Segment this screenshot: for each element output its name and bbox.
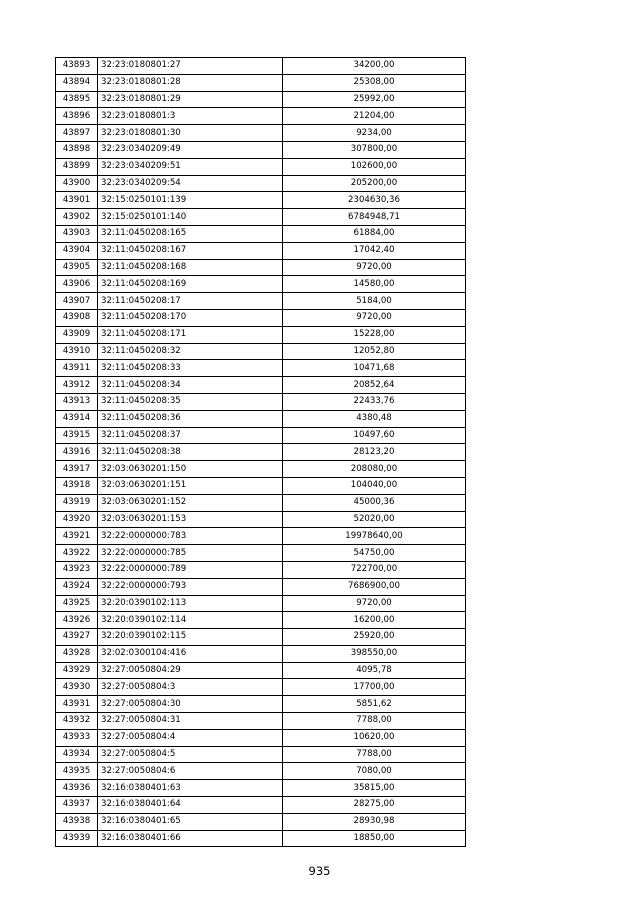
table-row xyxy=(56,276,466,293)
row-number-cell: 43899 xyxy=(56,158,98,175)
row-number-cell: 43898 xyxy=(56,141,98,158)
cadastral-number-cell: 32:11:0450208:37 xyxy=(98,427,283,444)
row-number-cell: 43928 xyxy=(56,645,98,662)
table-row xyxy=(56,595,466,612)
row-number-cell: 43936 xyxy=(56,780,98,797)
table-row xyxy=(56,259,466,276)
table-row xyxy=(56,729,466,746)
value-cell: 6784948,71 xyxy=(283,209,466,226)
value-cell: 7080,00 xyxy=(283,763,466,780)
table-row xyxy=(56,377,466,394)
table-row xyxy=(56,763,466,780)
cadastral-number-cell: 32:03:0630201:153 xyxy=(98,511,283,528)
value-cell: 15228,00 xyxy=(283,326,466,343)
value-cell: 307800,00 xyxy=(283,141,466,158)
row-number-cell: 43894 xyxy=(56,74,98,91)
value-cell: 7788,00 xyxy=(283,713,466,730)
table-row xyxy=(56,696,466,713)
table-row xyxy=(56,309,466,326)
cadastral-number-cell: 32:23:0180801:30 xyxy=(98,125,283,142)
cadastral-number-cell: 32:11:0450208:169 xyxy=(98,276,283,293)
value-cell: 61884,00 xyxy=(283,225,466,242)
table-row xyxy=(56,108,466,125)
value-cell: 10497,60 xyxy=(283,427,466,444)
value-cell: 9234,00 xyxy=(283,125,466,142)
table-row xyxy=(56,410,466,427)
cadastral-number-cell: 32:16:0380401:66 xyxy=(98,830,283,847)
value-cell: 9720,00 xyxy=(283,595,466,612)
row-number-cell: 43917 xyxy=(56,461,98,478)
value-cell: 19978640,00 xyxy=(283,528,466,545)
cadastral-number-cell: 32:11:0450208:168 xyxy=(98,259,283,276)
table-row xyxy=(56,746,466,763)
value-cell: 22433,76 xyxy=(283,393,466,410)
row-number-cell: 43916 xyxy=(56,444,98,461)
cadastral-number-cell: 32:27:0050804:6 xyxy=(98,763,283,780)
value-cell: 5184,00 xyxy=(283,293,466,310)
cadastral-number-cell: 32:23:0180801:28 xyxy=(98,74,283,91)
table-row xyxy=(56,528,466,545)
row-number-cell: 43925 xyxy=(56,595,98,612)
value-cell: 21204,00 xyxy=(283,108,466,125)
row-number-cell: 43939 xyxy=(56,830,98,847)
value-cell: 54750,00 xyxy=(283,545,466,562)
cadastral-number-cell: 32:15:0250101:140 xyxy=(98,209,283,226)
value-cell: 10620,00 xyxy=(283,729,466,746)
value-cell: 17042,40 xyxy=(283,242,466,259)
row-number-cell: 43935 xyxy=(56,763,98,780)
cadastral-number-cell: 32:27:0050804:29 xyxy=(98,662,283,679)
row-number-cell: 43911 xyxy=(56,360,98,377)
cadastral-number-cell: 32:11:0450208:165 xyxy=(98,225,283,242)
value-cell: 28930,98 xyxy=(283,813,466,830)
table-row xyxy=(56,427,466,444)
cadastral-number-cell: 32:27:0050804:3 xyxy=(98,679,283,696)
cadastral-number-cell: 32:11:0450208:170 xyxy=(98,309,283,326)
row-number-cell: 43931 xyxy=(56,696,98,713)
row-number-cell: 43926 xyxy=(56,612,98,629)
value-cell: 17700,00 xyxy=(283,679,466,696)
table-row xyxy=(56,158,466,175)
row-number-cell: 43905 xyxy=(56,259,98,276)
value-cell: 4095,78 xyxy=(283,662,466,679)
table-row xyxy=(56,58,466,75)
value-cell: 7686900,00 xyxy=(283,578,466,595)
value-cell: 104040,00 xyxy=(283,477,466,494)
table-row xyxy=(56,175,466,192)
row-number-cell: 43904 xyxy=(56,242,98,259)
row-number-cell: 43903 xyxy=(56,225,98,242)
table-row xyxy=(56,242,466,259)
cadastral-number-cell: 32:20:0390102:113 xyxy=(98,595,283,612)
table-row xyxy=(56,326,466,343)
row-number-cell: 43921 xyxy=(56,528,98,545)
value-cell: 16200,00 xyxy=(283,612,466,629)
row-number-cell: 43906 xyxy=(56,276,98,293)
cadastral-number-cell: 32:11:0450208:17 xyxy=(98,293,283,310)
cadastral-number-cell: 32:22:0000000:785 xyxy=(98,545,283,562)
table-row xyxy=(56,209,466,226)
cadastral-number-cell: 32:23:0340209:51 xyxy=(98,158,283,175)
cadastral-number-cell: 32:03:0630201:151 xyxy=(98,477,283,494)
row-number-cell: 43922 xyxy=(56,545,98,562)
cadastral-number-cell: 32:11:0450208:35 xyxy=(98,393,283,410)
table-row xyxy=(56,141,466,158)
table-row xyxy=(56,679,466,696)
cadastral-number-cell: 32:11:0450208:167 xyxy=(98,242,283,259)
value-cell: 20852,64 xyxy=(283,377,466,394)
cadastral-number-cell: 32:16:0380401:65 xyxy=(98,813,283,830)
table-row xyxy=(56,645,466,662)
value-cell: 2304630,36 xyxy=(283,192,466,209)
value-cell: 102600,00 xyxy=(283,158,466,175)
row-number-cell: 43932 xyxy=(56,713,98,730)
value-cell: 52020,00 xyxy=(283,511,466,528)
row-number-cell: 43927 xyxy=(56,629,98,646)
value-cell: 12052,80 xyxy=(283,343,466,360)
table-row xyxy=(56,780,466,797)
row-number-cell: 43912 xyxy=(56,377,98,394)
row-number-cell: 43908 xyxy=(56,309,98,326)
row-number-cell: 43938 xyxy=(56,813,98,830)
cadastral-number-cell: 32:11:0450208:38 xyxy=(98,444,283,461)
cadastral-number-cell: 32:22:0000000:789 xyxy=(98,561,283,578)
cadastral-number-cell: 32:20:0390102:115 xyxy=(98,629,283,646)
table-row xyxy=(56,477,466,494)
value-cell: 9720,00 xyxy=(283,259,466,276)
cadastral-number-cell: 32:22:0000000:793 xyxy=(98,578,283,595)
row-number-cell: 43918 xyxy=(56,477,98,494)
value-cell: 4380,48 xyxy=(283,410,466,427)
table-row xyxy=(56,578,466,595)
value-cell: 28123,20 xyxy=(283,444,466,461)
value-cell: 205200,00 xyxy=(283,175,466,192)
row-number-cell: 43930 xyxy=(56,679,98,696)
row-number-cell: 43915 xyxy=(56,427,98,444)
value-cell: 25920,00 xyxy=(283,629,466,646)
cadastral-number-cell: 32:16:0380401:64 xyxy=(98,797,283,814)
table-row xyxy=(56,830,466,847)
page-number: 935 xyxy=(308,864,331,878)
row-number-cell: 43929 xyxy=(56,662,98,679)
table-row xyxy=(56,797,466,814)
table-row xyxy=(56,192,466,209)
table-row xyxy=(56,461,466,478)
table-row xyxy=(56,444,466,461)
table-row xyxy=(56,91,466,108)
table-row xyxy=(56,545,466,562)
table-row xyxy=(56,360,466,377)
table-row xyxy=(56,612,466,629)
row-number-cell: 43933 xyxy=(56,729,98,746)
cadastral-number-cell: 32:27:0050804:4 xyxy=(98,729,283,746)
cadastral-number-cell: 32:22:0000000:783 xyxy=(98,528,283,545)
table-row xyxy=(56,494,466,511)
value-cell: 208080,00 xyxy=(283,461,466,478)
row-number-cell: 43919 xyxy=(56,494,98,511)
row-number-cell: 43909 xyxy=(56,326,98,343)
cadastral-number-cell: 32:03:0630201:150 xyxy=(98,461,283,478)
cadastral-number-cell: 32:11:0450208:33 xyxy=(98,360,283,377)
table-row xyxy=(56,713,466,730)
cadastral-number-cell: 32:27:0050804:30 xyxy=(98,696,283,713)
row-number-cell: 43897 xyxy=(56,125,98,142)
value-cell: 5851,62 xyxy=(283,696,466,713)
row-number-cell: 43924 xyxy=(56,578,98,595)
cadastral-number-cell: 32:27:0050804:5 xyxy=(98,746,283,763)
cadastral-number-cell: 32:23:0180801:27 xyxy=(98,58,283,75)
row-number-cell: 43910 xyxy=(56,343,98,360)
cadastral-number-cell: 32:16:0380401:63 xyxy=(98,780,283,797)
table-row xyxy=(56,293,466,310)
table-row xyxy=(56,511,466,528)
value-cell: 10471,68 xyxy=(283,360,466,377)
row-number-cell: 43913 xyxy=(56,393,98,410)
table-body xyxy=(56,58,466,847)
cadastral-number-cell: 32:15:0250101:139 xyxy=(98,192,283,209)
value-cell: 14580,00 xyxy=(283,276,466,293)
cadastral-number-cell: 32:23:0180801:3 xyxy=(98,108,283,125)
value-cell: 45000,36 xyxy=(283,494,466,511)
cadastral-number-cell: 32:20:0390102:114 xyxy=(98,612,283,629)
cadastral-number-cell: 32:23:0340209:54 xyxy=(98,175,283,192)
row-number-cell: 43893 xyxy=(56,58,98,75)
table-row xyxy=(56,393,466,410)
value-cell: 9720,00 xyxy=(283,309,466,326)
row-number-cell: 43920 xyxy=(56,511,98,528)
value-cell: 34200,00 xyxy=(283,58,466,75)
row-number-cell: 43896 xyxy=(56,108,98,125)
table-row xyxy=(56,74,466,91)
value-cell: 398550,00 xyxy=(283,645,466,662)
cadastral-number-cell: 32:11:0450208:32 xyxy=(98,343,283,360)
row-number-cell: 43901 xyxy=(56,192,98,209)
value-cell: 25992,00 xyxy=(283,91,466,108)
row-number-cell: 43934 xyxy=(56,746,98,763)
cadastral-value-table xyxy=(55,57,466,847)
row-number-cell: 43937 xyxy=(56,797,98,814)
row-number-cell: 43923 xyxy=(56,561,98,578)
table-row xyxy=(56,225,466,242)
value-cell: 35815,00 xyxy=(283,780,466,797)
cadastral-number-cell: 32:11:0450208:171 xyxy=(98,326,283,343)
value-cell: 25308,00 xyxy=(283,74,466,91)
row-number-cell: 43900 xyxy=(56,175,98,192)
table-row xyxy=(56,561,466,578)
cadastral-number-cell: 32:11:0450208:36 xyxy=(98,410,283,427)
value-cell: 28275,00 xyxy=(283,797,466,814)
cadastral-number-cell: 32:11:0450208:34 xyxy=(98,377,283,394)
value-cell: 722700,00 xyxy=(283,561,466,578)
value-cell: 18850,00 xyxy=(283,830,466,847)
row-number-cell: 43907 xyxy=(56,293,98,310)
cadastral-number-cell: 32:27:0050804:31 xyxy=(98,713,283,730)
cadastral-number-cell: 32:23:0340209:49 xyxy=(98,141,283,158)
table-row xyxy=(56,125,466,142)
row-number-cell: 43902 xyxy=(56,209,98,226)
cadastral-number-cell: 32:03:0630201:152 xyxy=(98,494,283,511)
cadastral-number-cell: 32:23:0180801:29 xyxy=(98,91,283,108)
table-row xyxy=(56,662,466,679)
row-number-cell: 43914 xyxy=(56,410,98,427)
table-row xyxy=(56,343,466,360)
row-number-cell: 43895 xyxy=(56,91,98,108)
cadastral-number-cell: 32:02:0300104:416 xyxy=(98,645,283,662)
table-row xyxy=(56,629,466,646)
table-row xyxy=(56,813,466,830)
value-cell: 7788,00 xyxy=(283,746,466,763)
